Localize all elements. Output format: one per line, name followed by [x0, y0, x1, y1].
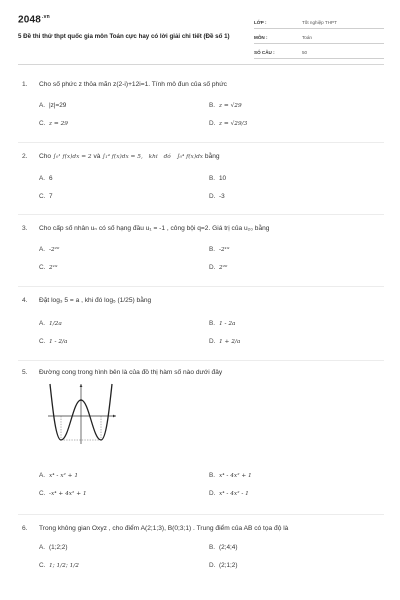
question-stem: Đường cong trong hình bên là của đồ thị hàm số nào dưới đây: [39, 369, 223, 376]
meta-subject: MÔN : Toán: [254, 31, 384, 44]
option-b[interactable]: B. (2;4;4): [209, 544, 238, 551]
question-separator: [18, 360, 384, 361]
function-graph: [44, 382, 118, 446]
meta-question-count: SỐ CÂU : 50: [254, 46, 384, 59]
option-c[interactable]: C. z = 29: [39, 120, 68, 127]
header-divider: [18, 64, 384, 65]
option-b[interactable]: B. 1 - 2a: [209, 320, 236, 327]
question-6: 6. Trong không gian Oxyz , cho điểm A(2;1;3), B(0;3;1) . Trung điểm của AB có tọa độ là A. (1;2;2) B. (2;4;4) C. 1; 1/2; 1/2 D. (2;1;2): [22, 524, 382, 543]
question-separator: [18, 286, 384, 287]
page-header: [18, 14, 384, 58]
x-axis-arrow: [113, 415, 116, 418]
option-c[interactable]: C. -x⁴ + 4x² + 1: [39, 490, 87, 497]
question-stem: Trong không gian Oxyz , cho điểm A(2;1;3), B(0;3;1) . Trung điểm của AB có tọa độ là: [39, 525, 289, 532]
question-stem: Cho số phức z thỏa mãn z(2-i)+12i=1. Tính mô đun của số phức: [39, 81, 227, 88]
curve-local-max: [80, 399, 82, 401]
option-b[interactable]: B. x⁴ - 4x² + 1: [209, 472, 252, 479]
option-d[interactable]: D. x⁴ - 4x² - 1: [209, 490, 249, 497]
option-c[interactable]: C. 2¹⁹: [39, 264, 58, 271]
option-b[interactable]: B. z = √29: [209, 102, 242, 109]
question-separator: [18, 514, 384, 515]
question-stem: Cho cấp số nhân uₙ có số hạng đầu u₁ = -1 , công bội q=2. Giá trị của u₂₀ bằng: [39, 225, 270, 232]
site-logo[interactable]: $2048^{.vn}$: [18, 14, 50, 26]
option-c[interactable]: C. 7: [39, 193, 53, 200]
document-title: 5 Đề thi thử thpt quốc gia môn Toán cực hay có lời giải chi tiết (Đề số 1): [18, 33, 230, 40]
option-a[interactable]: A. -2²⁰: [39, 246, 60, 253]
question-separator: [18, 214, 384, 215]
y-axis-arrow: [80, 384, 83, 387]
option-d[interactable]: D. z = √29/3: [209, 120, 248, 127]
meta-class: LỚP : Tốt nghiệp THPT: [254, 16, 384, 29]
option-b[interactable]: B. 10: [209, 175, 227, 182]
option-c[interactable]: C. 1 - 2/a: [39, 338, 68, 345]
option-b[interactable]: B. -2¹⁹: [209, 246, 230, 253]
option-d[interactable]: D. -3: [209, 193, 225, 200]
question-2: 2. Cho ∫₀¹ f(x)dx = 2 và ∫₁⁴ f(x)dx = 5, khi đó ∫₀⁴ f(x)dx bằng A. 6 B. 10 C. 7 D. -3: [22, 152, 382, 174]
question-5: 5. Đường cong trong hình bên là của đồ thị hàm số nào dưới đây A. x⁴ - x² + 1 B. x⁴ - 4x² + 1 C. -x⁴ + 4x² + 1 D. x⁴ - 4x² - 1: [22, 368, 382, 471]
question-4: 4. Đặt log₃ 5 = a , khi đó log₅ (1/25) bằng A. 1/2a B. 1 - 2a C. 1 - 2/a D. 1 + 2/a: [22, 296, 382, 319]
option-a[interactable]: A. |z|=29: [39, 102, 67, 109]
option-d[interactable]: D. (2;1;2): [209, 562, 238, 569]
question-stem: Đặt log₃ 5 = a , khi đó log₅ (1/25) bằng: [39, 297, 152, 304]
exam-meta: [254, 16, 384, 61]
option-c[interactable]: C. 1; 1/2; 1/2: [39, 562, 79, 569]
option-a[interactable]: A. (1;2;2): [39, 544, 68, 551]
question-stem: Cho ∫₀¹ f(x)dx = 2 và ∫₁⁴ f(x)dx = 5, khi đó ∫₀⁴ f(x)dx bằng: [39, 153, 220, 160]
question-separator: [18, 142, 384, 143]
question-3: 3. Cho cấp số nhân uₙ có số hạng đầu u₁ = -1 , công bội q=2. Giá trị của u₂₀ bằng A. -2²⁰ B. -2¹⁹ C. 2¹⁹ D. 2²⁰: [22, 224, 382, 245]
option-a[interactable]: A. 6: [39, 175, 53, 182]
option-d[interactable]: D. 1 + 2/a: [209, 338, 241, 345]
option-a[interactable]: A. 1/2a: [39, 320, 62, 327]
option-a[interactable]: A. x⁴ - x² + 1: [39, 472, 79, 479]
question-1: 1. Cho số phức z thỏa mãn z(2-i)+12i=1. Tính mô đun của số phức A. |z|=29 B. z = √29 C. z = 29 D. z = √29/3: [22, 80, 382, 101]
option-d[interactable]: D. 2²⁰: [209, 264, 228, 271]
